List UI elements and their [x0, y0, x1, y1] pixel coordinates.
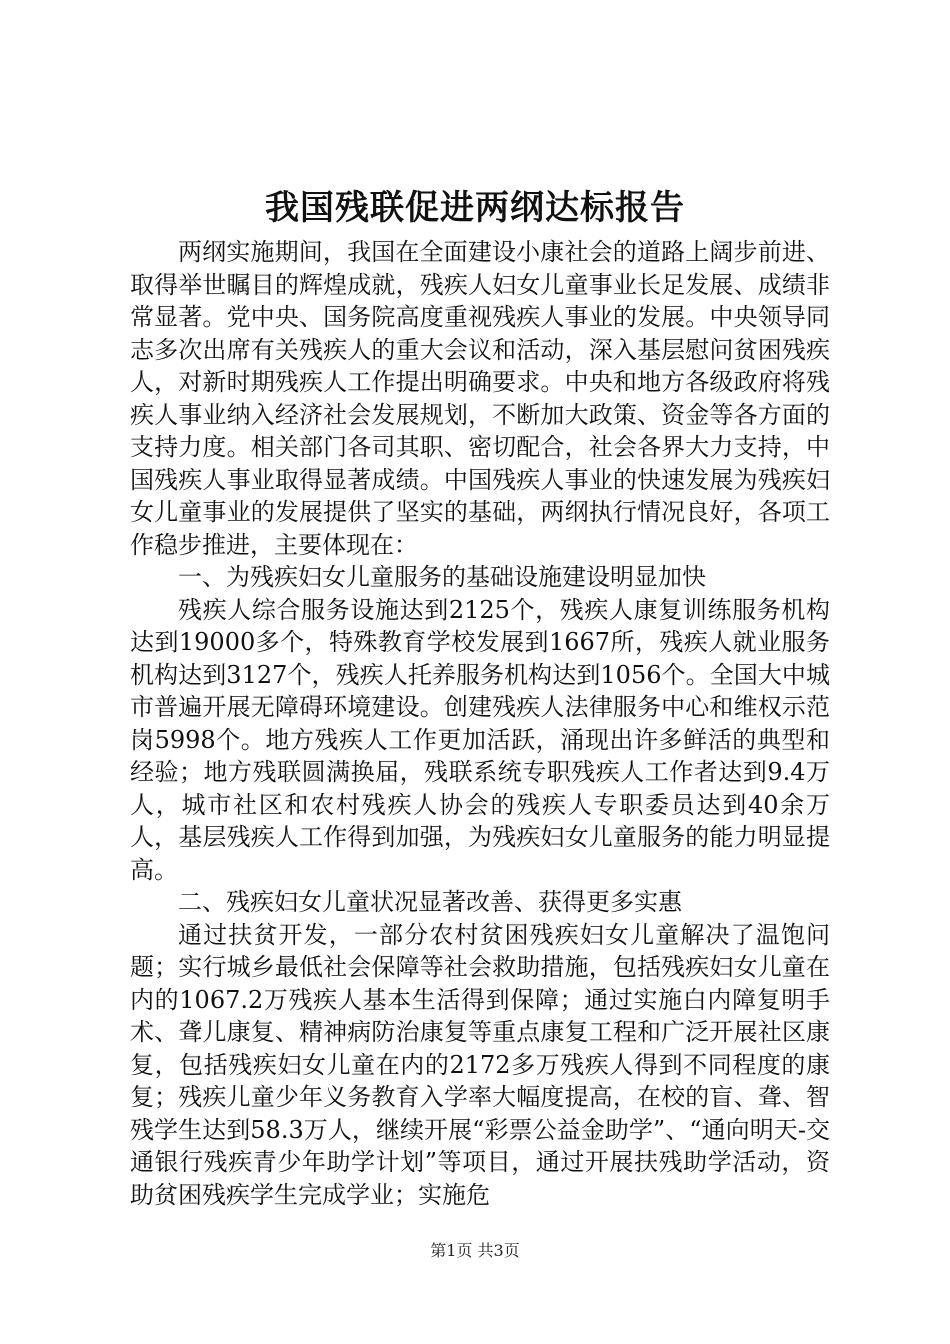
page-footer: 第1页 共3页 [430, 1241, 520, 1260]
document-body [130, 236, 830, 1211]
paragraph-section-1: 残疾人综合服务设施达到2125个，残疾人康复训练服务机构达到19000多个，特殊教育学校发展到1667所，残疾人就业服务机构达到3127个，残疾人托养服务机构达到1056个。全国大中城市普遍开展无障碍环境建设。创建残疾人法律服务中心和维权示范岗5998个。地方残疾人工作更加活跃，涌现出许多鲜活的典型和经验；地方残联圆满换届，残联系统专职残疾人工作者达到9.4万人，城市社区和农村残疾人协会的残疾人专职委员达到40余万人，基层残疾人工作得到加强，为残疾妇女儿童服务的能力明显提高。 [130, 595, 830, 884]
paragraph-intro: 两纲实施期间，我国在全面建设小康社会的道路上阔步前进、取得举世瞩目的辉煌成就，残疾人妇女儿童事业长足发展、成绩非常显著。党中央、国务院高度重视残疾人事业的发展。中央领导同志多次出席有关残疾人的重大会议和活动，深入基层慰问贫困残疾人，对新时期残疾人工作提出明确要求。中央和地方各级政府将残疾人事业纳入经济社会发展规划，不断加大政策、资金等各方面的支持力度。相关部门各司其职、密切配合，社会各界大力支持，中国残疾人事业取得显著成绩。中国残疾人事业的快速发展为残疾妇女儿童事业的发展提供了坚实的基础，两纲执行情况良好，各项工作稳步推进，主要体现在： [130, 238, 830, 559]
section-heading-1: 一、为残疾妇女儿童服务的基础设施建设明显加快 [178, 563, 706, 591]
section-heading-2: 二、残疾妇女儿童状况显著改善、获得更多实惠 [178, 888, 682, 916]
document-title: 我国残联促进两纲达标报告 [265, 188, 685, 228]
paragraph-section-2: 通过扶贫开发，一部分农村贫困残疾妇女儿童解决了温饱问题；实行城乡最低社会保障等社会救助措施，包括残疾妇女儿童在内的1067.2万残疾人基本生活得到保障；通过实施白内障复明手术、聋儿康复、精神病防治康复等重点康复工程和广泛开展社区康复，包括残疾妇女儿童在内的2172多万残疾人得到不同程度的康复；残疾儿童少年义务教育入学率大幅度提高，在校的盲、聋、智残学生达到58.3万人，继续开展“彩票公益金助学”、“通向明天-交通银行残疾青少年助学计划”等项目，通过开展扶残助学活动，资助贫困残疾学生完成学业；实施危 [130, 920, 830, 1209]
